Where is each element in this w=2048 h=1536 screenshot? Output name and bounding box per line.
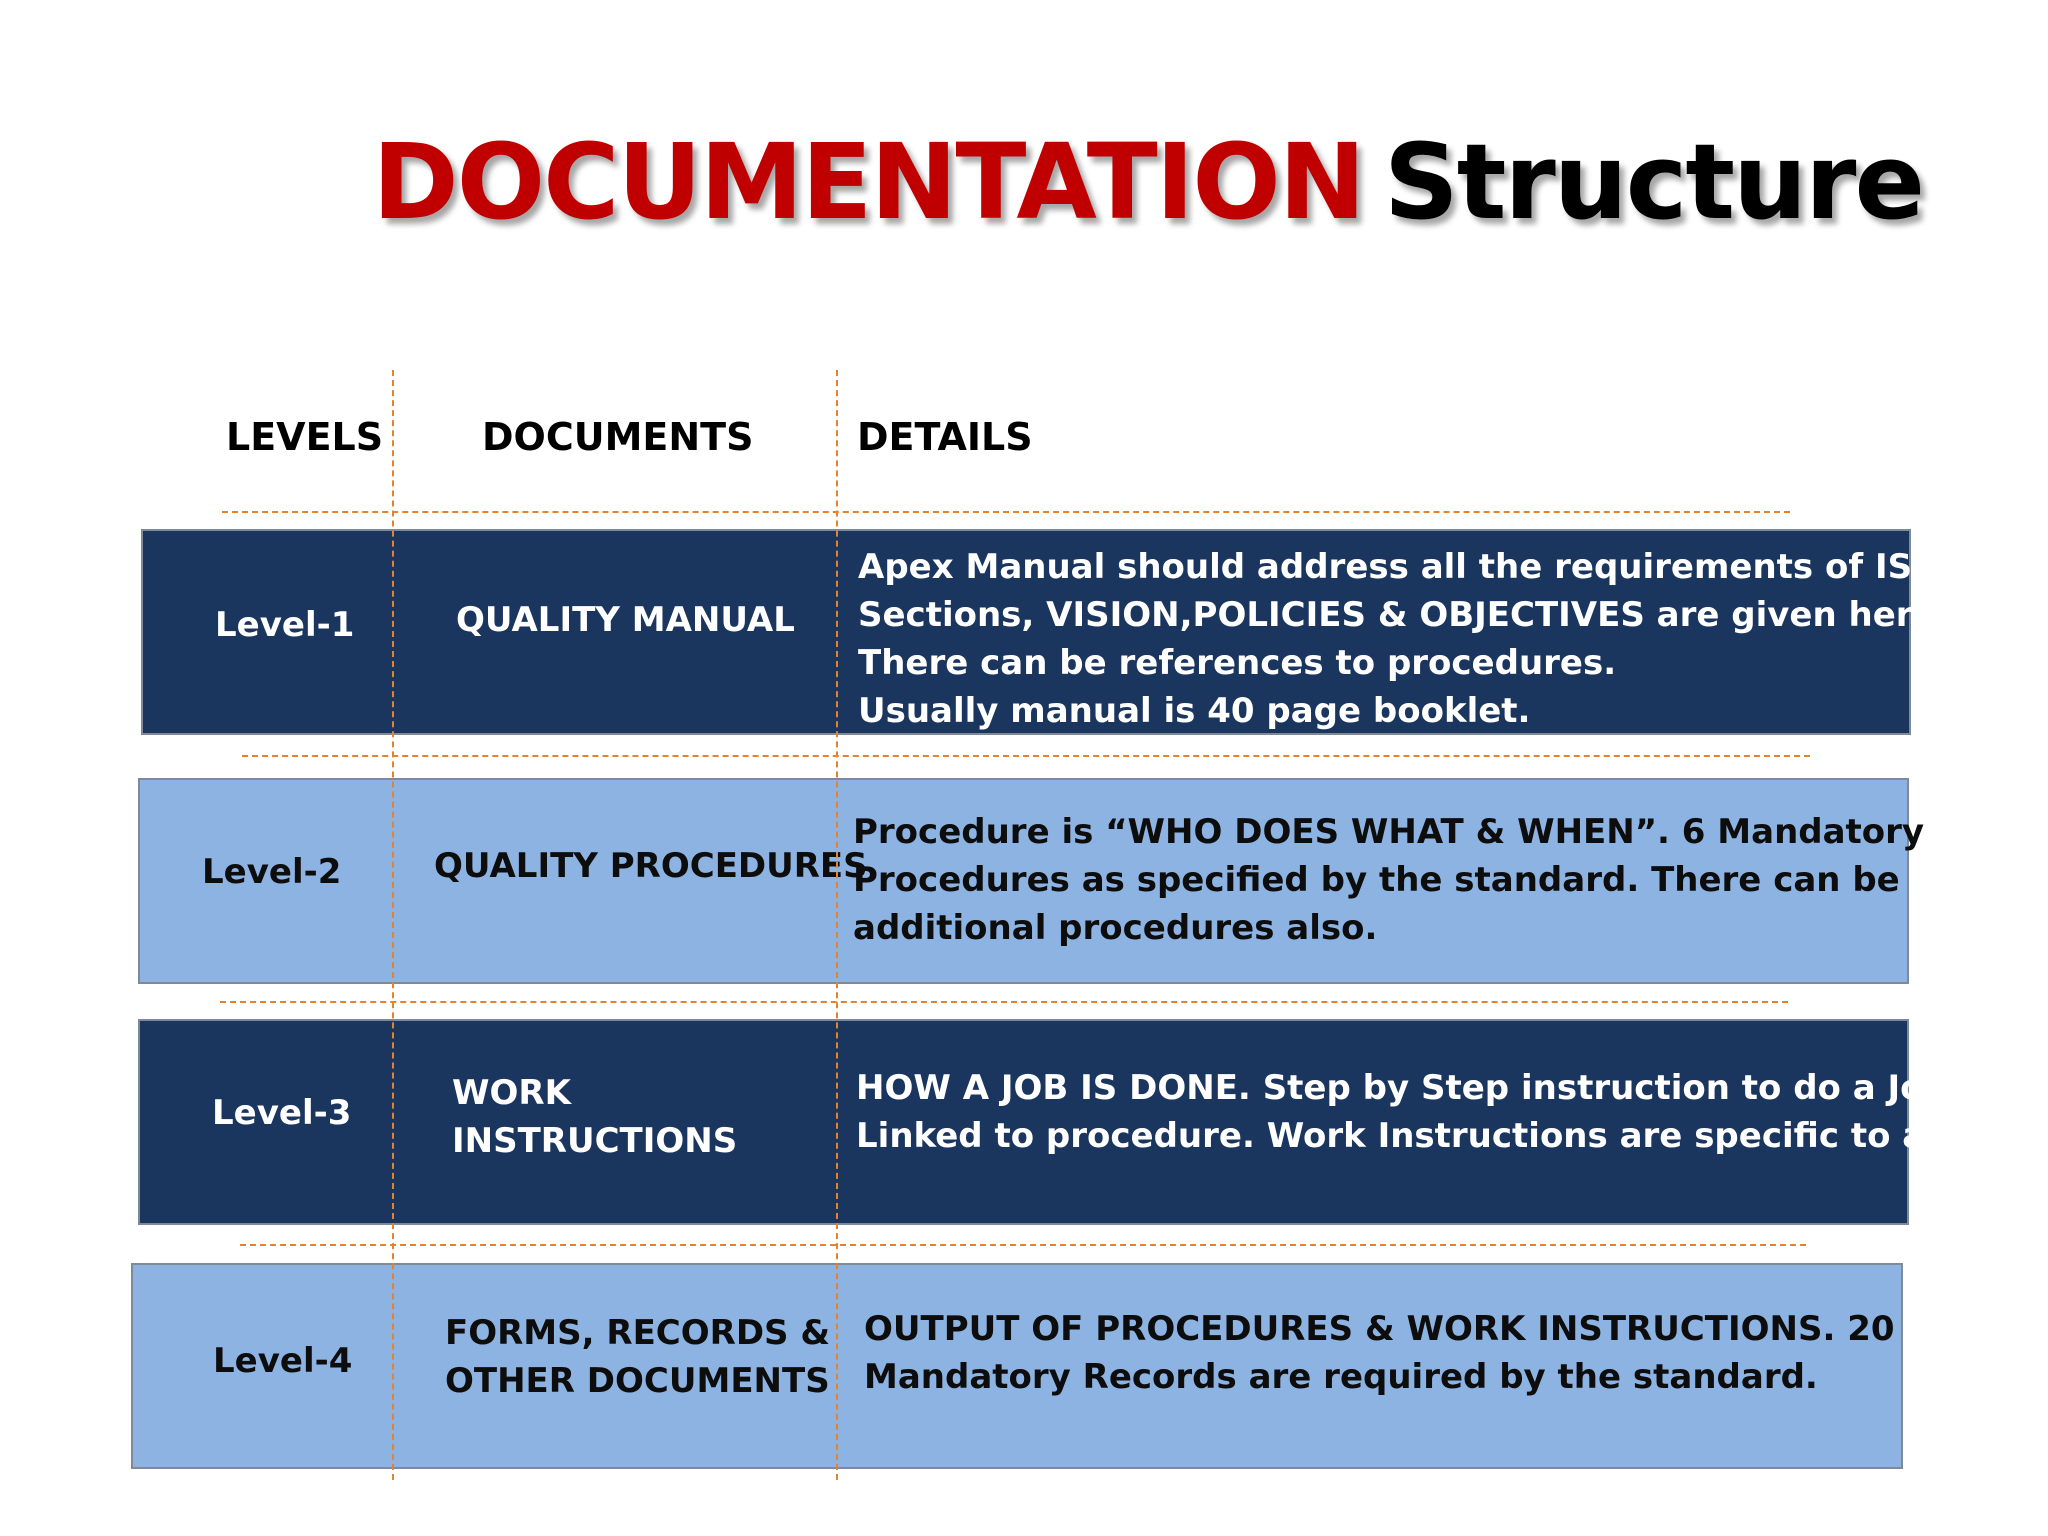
level-label: Level-4 — [213, 1341, 353, 1381]
document-name: WORK INSTRUCTIONS — [452, 1073, 738, 1161]
details-text: Procedure is “WHO DOES WHAT & WHEN”. 6 Mandatory Procedures as specified by the standard. There can be additional procedures also. — [853, 812, 1925, 948]
header-details: DETAILS — [857, 415, 1033, 459]
divider-horizontal — [222, 511, 1790, 513]
document-name: QUALITY PROCEDURES — [434, 846, 868, 886]
header-documents: DOCUMENTS — [482, 415, 754, 459]
title-rest: Structure — [1383, 121, 1923, 243]
document-name: FORMS, RECORDS & OTHER DOCUMENTS — [445, 1313, 831, 1401]
divider-vertical — [392, 370, 394, 1480]
row-level-1 — [141, 529, 1949, 735]
level-label: Level-1 — [215, 605, 355, 645]
divider-horizontal — [240, 1244, 1806, 1246]
divider-vertical — [836, 370, 838, 1480]
row-level-2 — [138, 778, 1925, 984]
row-level-4 — [131, 1263, 1903, 1469]
row-level-3 — [138, 1019, 2010, 1225]
level-label: Level-2 — [202, 852, 342, 892]
details-text: HOW A JOB IS DONE. Step by Step instruction to do a Job. Linked to procedure. Work Instructions are specific to a job. — [856, 1068, 2010, 1156]
divider-horizontal — [220, 1001, 1788, 1003]
slide-title — [372, 121, 1923, 243]
title-highlight: DOCUMENTATION — [372, 121, 1364, 243]
document-name: QUALITY MANUAL — [456, 600, 795, 640]
header-levels: LEVELS — [226, 415, 384, 459]
level-label: Level-3 — [212, 1093, 352, 1133]
details-text: Apex Manual should address all the requirements of ISO Sections, VISION,POLICIES & OBJECTIVES are given here. There can be references to procedures. Usually manual is 40 page booklet. — [858, 547, 1949, 731]
details-text: OUTPUT OF PROCEDURES & WORK INSTRUCTIONS. 20 Mandatory Records are required by the standard. — [864, 1309, 1895, 1397]
divider-horizontal — [242, 755, 1810, 757]
